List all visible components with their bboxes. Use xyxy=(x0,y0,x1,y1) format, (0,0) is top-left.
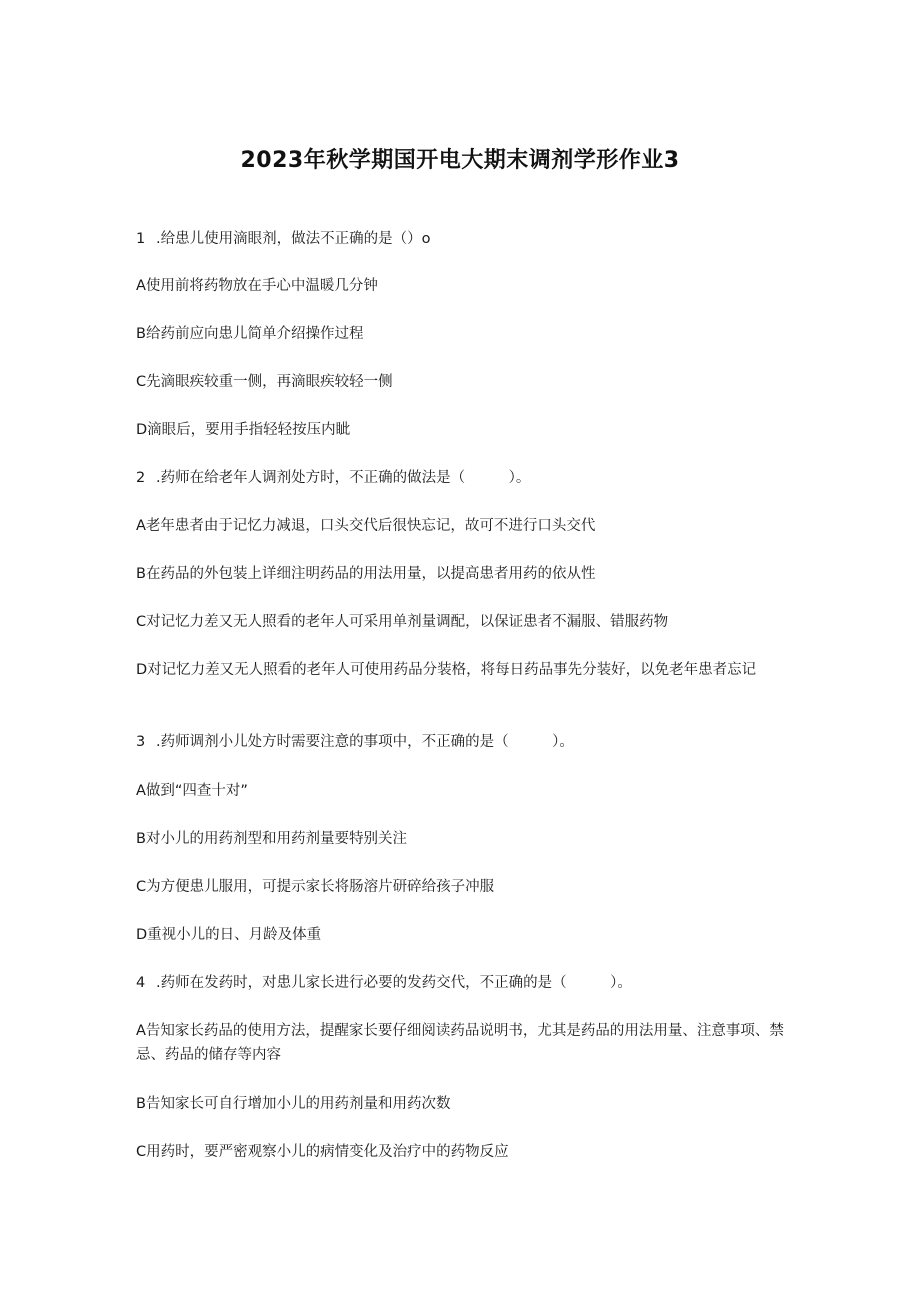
question-text: .给患儿使用滴眼剂，做法不正确的是（）o xyxy=(156,231,431,247)
question-4-stem xyxy=(136,971,786,995)
question-2-option-c: C对记忆力差又无人照看的老年人可采用单剂量调配，以保证患者不漏服、错服药物 xyxy=(136,614,669,630)
question-number: 3 xyxy=(136,734,146,750)
question-4-option-a: A告知家长药品的使用方法，提醒家长要仔细阅读药品说明书，尤其是药品的用法用量、注意事项、禁忌、药品的储存等内容 xyxy=(136,1023,784,1063)
question-4-option-b: B告知家长可自行增加小儿的用药剂量和用药次数 xyxy=(136,1096,451,1112)
question-number: 1 xyxy=(136,231,146,247)
question-2-option-a: A老年患者由于记忆力减退，口头交代后很快忘记，故可不进行口头交代 xyxy=(136,518,596,534)
question-1-stem xyxy=(136,227,786,251)
question-1-option-b: B给药前应向患儿简单介绍操作过程 xyxy=(136,326,364,342)
question-1-option-c: C先滴眼疾较重一侧，再滴眼疾较轻一侧 xyxy=(136,374,393,390)
question-3-option-b: B对小儿的用药剂型和用药剂量要特别关注 xyxy=(136,831,407,847)
question-3-option-a: A做到“四查十对” xyxy=(136,783,248,799)
question-2-option-b: B在药品的外包装上详细注明药品的用法用量，以提高患者用药的依从性 xyxy=(136,566,596,582)
question-3-stem xyxy=(136,730,786,754)
question-3-option-d: D重视小儿的日、月龄及体重 xyxy=(136,927,322,943)
question-text: .药师在发药时，对患儿家长进行必要的发药交代，不正确的是（ ）。 xyxy=(156,975,632,991)
question-2-stem xyxy=(136,466,786,490)
question-text: .药师在给老年人调剂处方时，不正确的做法是（ ）。 xyxy=(156,470,531,486)
question-number: 4 xyxy=(136,975,146,991)
document-title: 2023年秋学期国开电大期末调剂学形作业3 xyxy=(240,148,680,173)
question-2-option-d: D对记忆力差又无人照看的老年人可使用药品分装格，将每日药品事先分装好，以免老年患者忘记 xyxy=(136,662,757,678)
question-number: 2 xyxy=(136,470,146,486)
question-3-option-c: C为方便患儿服用，可提示家长将肠溶片研碎给孩子冲服 xyxy=(136,879,495,895)
question-1-option-a: A使用前将药物放在手心中温暖几分钟 xyxy=(136,278,378,294)
question-text: .药师调剂小儿处方时需要注意的事项中，不正确的是（ ）。 xyxy=(156,734,574,750)
question-1-option-d: D滴眼后，要用手指轻轻按压内眦 xyxy=(136,422,351,438)
question-4-option-c: C用药时，要严密观察小儿的病情变化及治疗中的药物反应 xyxy=(136,1144,509,1160)
